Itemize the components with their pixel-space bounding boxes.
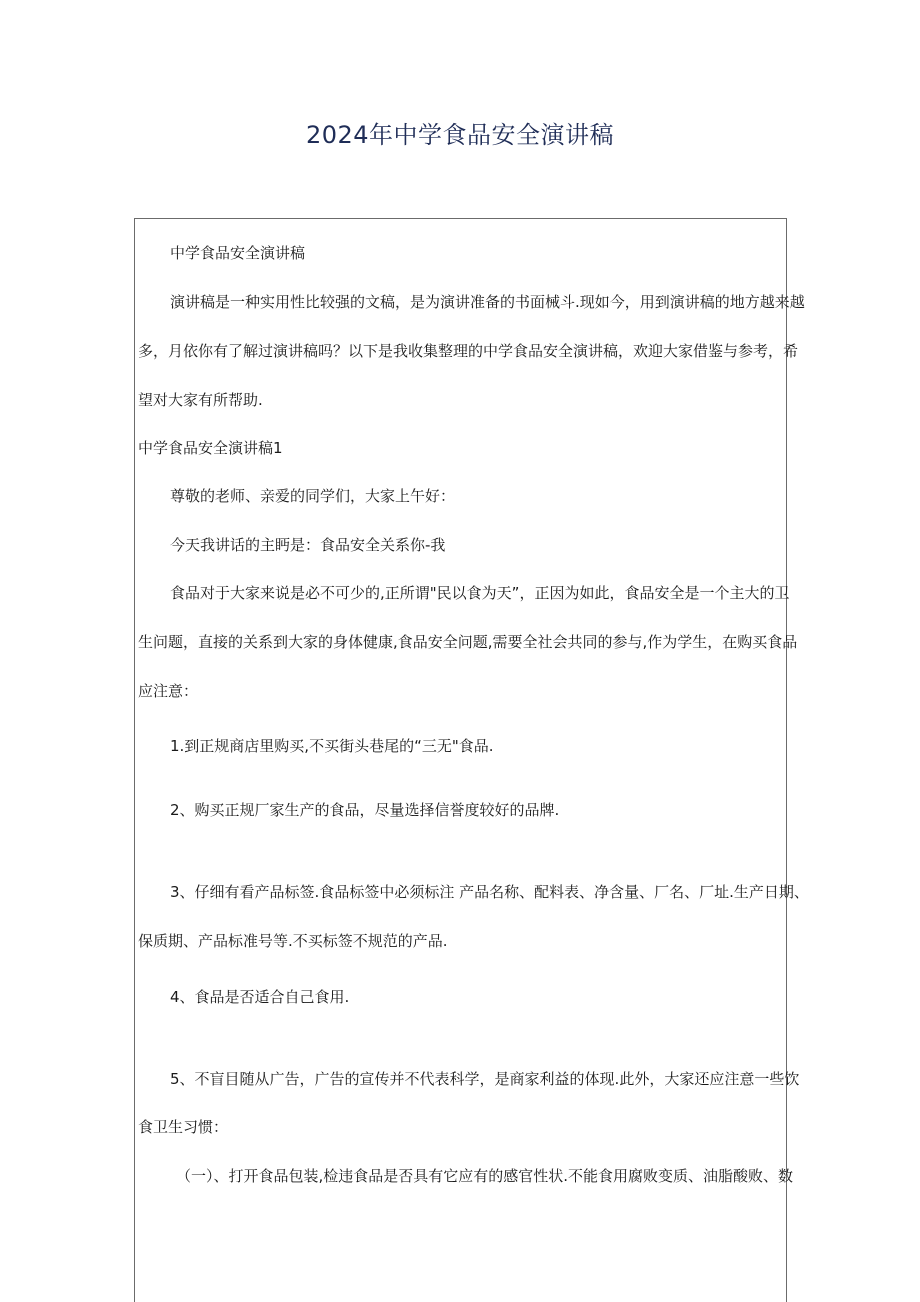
sub-item-1: （一）、打开食品包装,检违食品是否具有它应有的感官性状.不能食用腐败变质、油脂酸败、数: [176, 1167, 794, 1185]
list-item-4: 4、食品是否适合自己食用.: [170, 988, 350, 1006]
document-title: 2024年中学食品安全演讲稿: [305, 121, 615, 149]
greeting-line: 尊敬的老师、亲爱的同学们，大家上午好：: [170, 487, 456, 505]
list-item-1: 1.到正规商店里购买,不买街头巷尾的“三无"食品.: [170, 737, 494, 755]
list-item-5-line-2: 食卫生习惯：: [138, 1118, 229, 1136]
intro-heading: 中学食品安全演讲稿: [170, 244, 306, 262]
list-item-3-line-1: 3、仔细有看产品标签.食品标签中必须标注 产品名称、配料表、净含量、厂名、厂址.生产日期、: [170, 883, 809, 901]
body-paragraph-line-2: 生问题，直接的关系到大家的身体健康,食品安全问题,需要全社会共同的参与,作为学生，在购买食品: [138, 633, 798, 651]
topic-line: 今天我讲话的主眄是：食品安全关系你-我: [170, 536, 446, 554]
body-paragraph-line-3: 应注意：: [138, 682, 199, 700]
body-paragraph-line-1: 食品对于大家来说是必不可少的,正所谓"民以食为天”，正因为如此，食品安全是一个主大的卫: [170, 584, 790, 602]
intro-paragraph-line-3: 望对大家有所帮助.: [138, 391, 263, 409]
section-heading: 中学食品安全演讲稿1: [138, 439, 283, 457]
list-item-2: 2、购买正规厂家生产的食品，尽量选择信誉度较好的品牌.: [170, 801, 560, 819]
list-item-5-line-1: 5、不盲目随从广告，广告的宣传并不代表科学，是商家利益的体现.此外，大家还应注意一些饮: [170, 1070, 800, 1088]
content-frame: [134, 218, 790, 1302]
list-item-3-line-2: 保质期、产品标准号等.不买标签不规范的产品.: [138, 932, 448, 950]
intro-paragraph-line-1: 演讲稿是一种实用性比较强的文稿，是为演讲准备的书面械斗.现如今，用到演讲稿的地方越来越: [170, 293, 805, 311]
intro-paragraph-line-2: 多，月依你有了解过演讲稿吗？以下是我收集整理的中学食品安全演讲稿，欢迎大家借鉴与参考，希: [138, 342, 799, 360]
